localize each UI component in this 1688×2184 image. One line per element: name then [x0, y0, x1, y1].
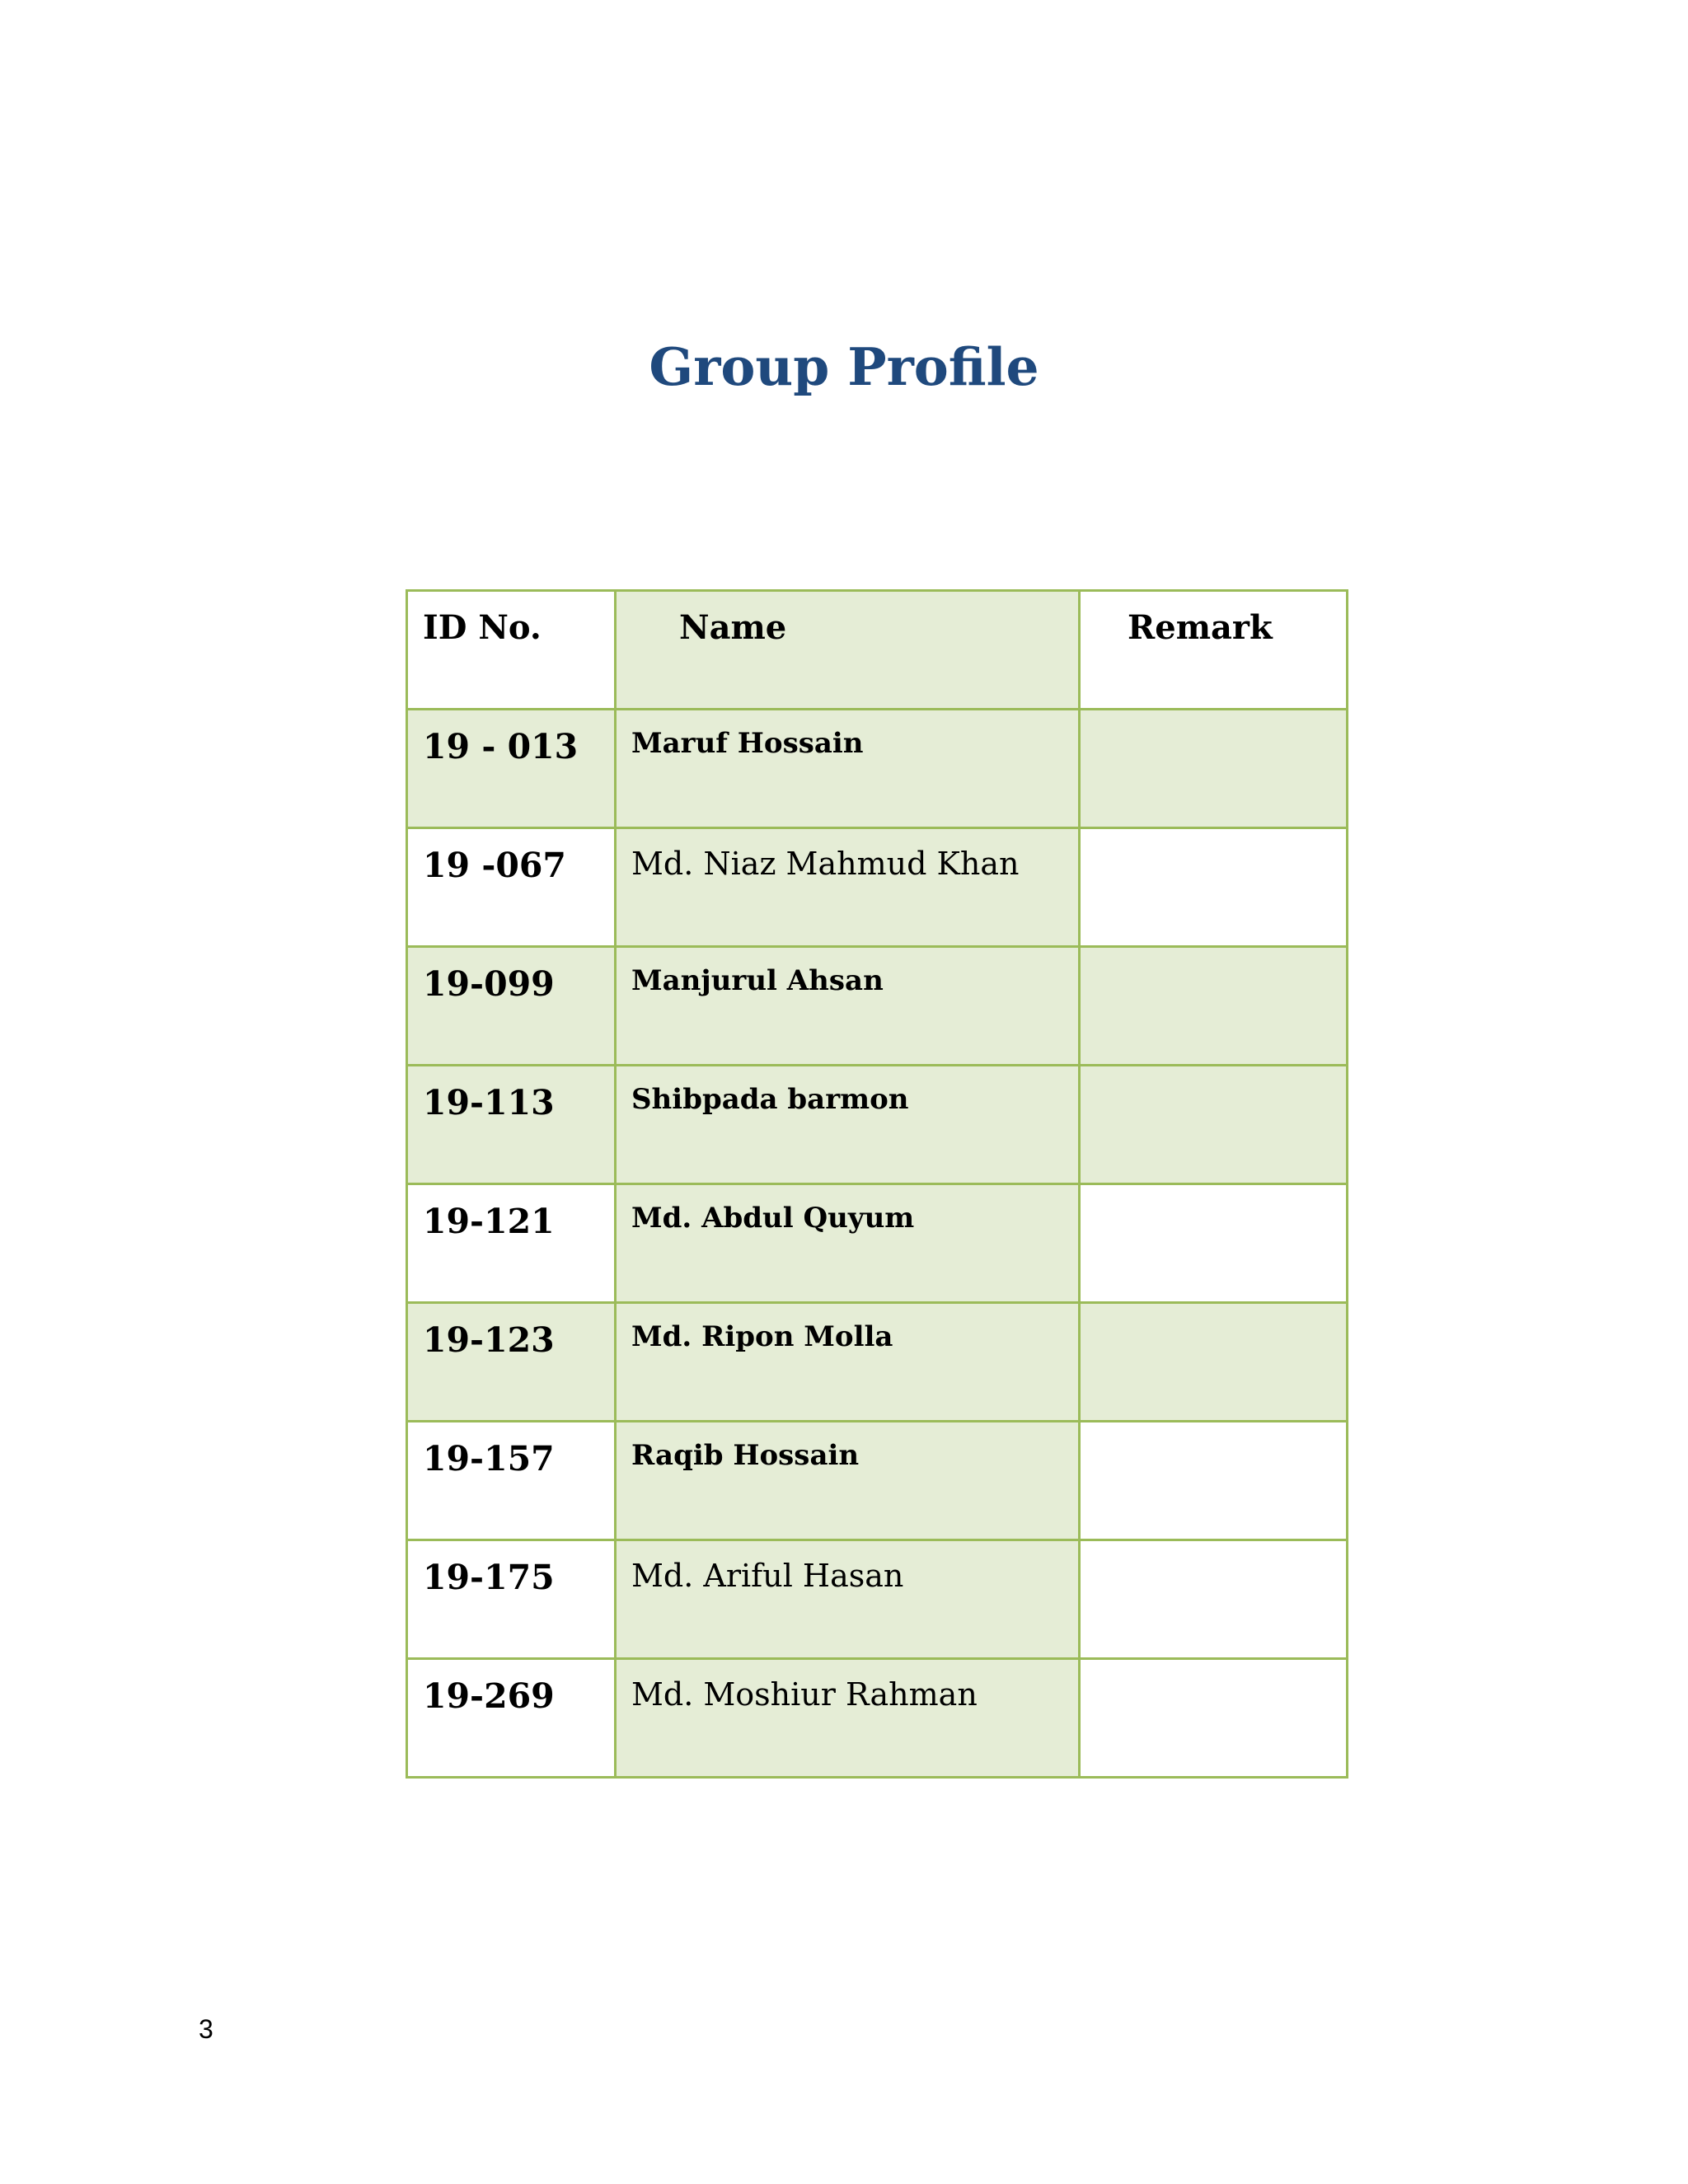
id-value: 19-157 — [423, 1439, 555, 1479]
remark-cell — [1080, 828, 1348, 947]
remark-cell — [1080, 1184, 1348, 1303]
name-cell — [616, 710, 1080, 828]
name-value: Md. Abdul Quyum — [631, 1202, 915, 1235]
page-number: 3 — [199, 2014, 213, 2044]
id-value: 19 -067 — [423, 846, 566, 885]
id-value: 19 - 013 — [423, 727, 579, 766]
name-cell — [616, 828, 1080, 947]
header-cell-name — [616, 591, 1080, 710]
id-value: 19-113 — [423, 1083, 555, 1122]
remark-cell — [1080, 1422, 1348, 1540]
id-value: 19-123 — [423, 1320, 555, 1360]
table-row — [407, 1184, 1348, 1303]
header-cell-id — [407, 591, 616, 710]
remark-cell — [1080, 1303, 1348, 1422]
remark-cell — [1080, 1540, 1348, 1659]
id-cell — [407, 1659, 616, 1778]
id-value: 19-121 — [423, 1202, 555, 1241]
name-cell — [616, 1422, 1080, 1540]
table-row — [407, 1659, 1348, 1778]
name-value: Md. Ariful Hasan — [631, 1558, 904, 1594]
header-id-label: ID No. — [423, 608, 542, 647]
id-cell — [407, 947, 616, 1066]
header-remark-label: Remark — [1128, 608, 1273, 647]
id-cell — [407, 1184, 616, 1303]
id-cell — [407, 710, 616, 828]
name-value: Shibpada barmon — [631, 1083, 909, 1116]
table-row — [407, 1303, 1348, 1422]
name-cell — [616, 1303, 1080, 1422]
name-value: Md. Moshiur Rahman — [631, 1676, 978, 1713]
id-value: 19-269 — [423, 1676, 555, 1716]
remark-cell — [1080, 710, 1348, 828]
remark-cell — [1080, 947, 1348, 1066]
id-value: 19-099 — [423, 964, 555, 1004]
name-cell — [616, 1184, 1080, 1303]
id-cell — [407, 1540, 616, 1659]
remark-cell — [1080, 1659, 1348, 1778]
id-value: 19-175 — [423, 1558, 555, 1597]
table-row — [407, 1422, 1348, 1540]
table-row — [407, 947, 1348, 1066]
group-profile-table — [406, 589, 1348, 1779]
name-value: Manjurul Ahsan — [631, 964, 884, 997]
header-name-label: Name — [679, 608, 787, 647]
header-cell-remark — [1080, 591, 1348, 710]
page-title: Group Profile — [649, 336, 1039, 397]
table-row — [407, 828, 1348, 947]
name-cell — [616, 1066, 1080, 1184]
id-cell — [407, 1422, 616, 1540]
table-row — [407, 1540, 1348, 1659]
name-value: Md. Niaz Mahmud Khan — [631, 846, 1020, 882]
name-cell — [616, 1540, 1080, 1659]
table-row — [407, 1066, 1348, 1184]
id-cell — [407, 1303, 616, 1422]
id-cell — [407, 1066, 616, 1184]
table-header-row — [407, 591, 1348, 710]
id-cell — [407, 828, 616, 947]
remark-cell — [1080, 1066, 1348, 1184]
name-cell — [616, 1659, 1080, 1778]
name-value: Md. Ripon Molla — [631, 1320, 893, 1353]
table-row — [407, 710, 1348, 828]
name-cell — [616, 947, 1080, 1066]
name-value: Maruf Hossain — [631, 727, 864, 760]
name-value: Raqib Hossain — [631, 1439, 860, 1472]
